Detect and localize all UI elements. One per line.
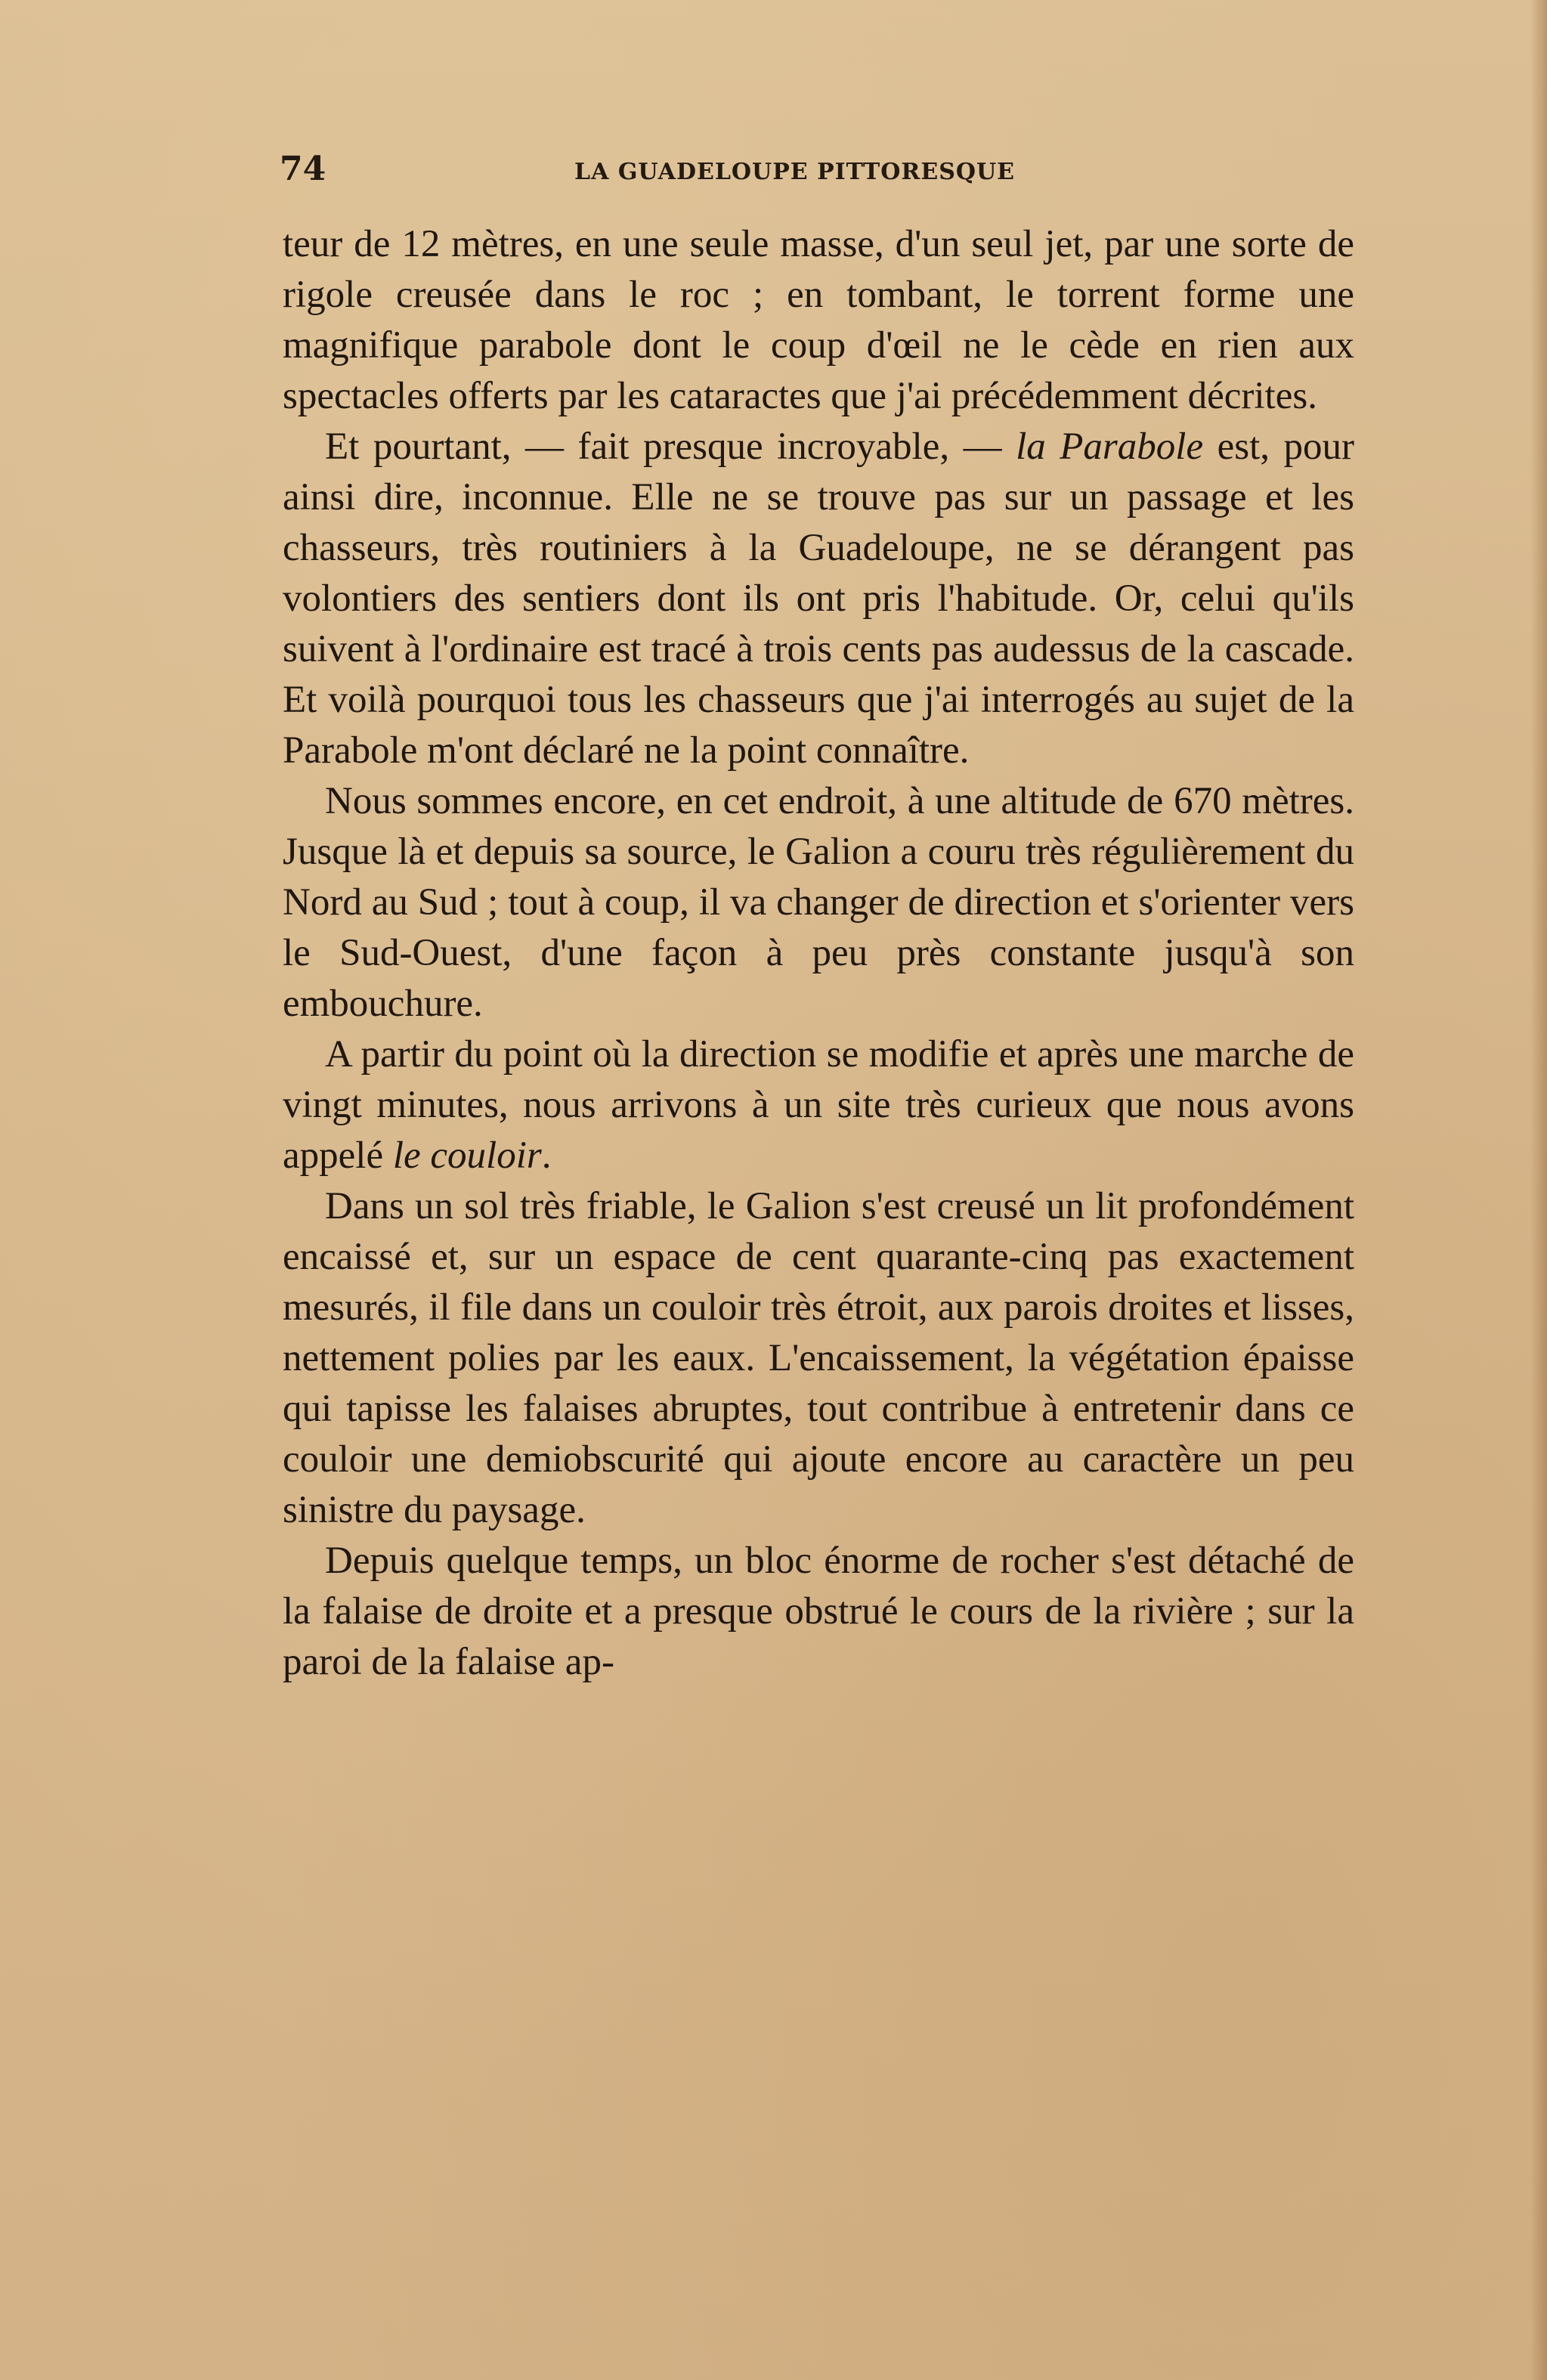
paragraph-2 [283,422,1354,776]
body-text [283,219,1354,1688]
paragraph-4-text-after: . [541,1134,552,1177]
paragraph-4-italic: le couloir [392,1134,542,1177]
paragraph-2-text-before: Et pourtant, — fait presque incroyable, — [325,426,1016,468]
paragraph-6-text: Depuis quelque temps, un bloc énorme de rocher s'est détaché de la falaise de droite et a presque obstrué le cours de la rivière ; sur la paroi de la falaise ap- [283,1540,1354,1683]
paragraph-2-italic: la Parabole [1016,426,1204,468]
paragraph-1-text: teur de 12 mètres, en une seule masse, d'un seul jet, par une sorte de rigole creusée dans le roc ; en tombant, le torrent forme une magnifique parabole dont le coup d'œil ne le cède en rien aux spectacles offerts par les cataractes que j'ai précédemment décrites. [283,223,1354,417]
paragraph-3-text: Nous sommes encore, en cet endroit, à une altitude de 670 mètres. Jusque là et depuis sa source, le Galion a couru très régulièrement du Nord au Sud ; tout à coup, il va changer de direction et s'orienter vers le Sud-Ouest, d'une façon à peu près constante jusqu'à son embouchure. [283,780,1354,1025]
paragraph-2-text-after: est, pour ainsi dire, inconnue. Elle ne se trouve pas sur un passage et les chasseurs, très routiniers à la Guadeloupe, ne se dérangent pas volontiers des sentiers dont ils ont pris l'habitude. Or, celui qu'ils suivent à l'ordinaire est tracé à trois cents pas audessus de la cascade. Et voilà pourquoi tous les chasseurs que j'ai interrogés au sujet de la Parabole m'ont déclaré ne la point connaître. [283,426,1354,772]
page-header [280,150,1353,195]
paragraph-1 [283,219,1354,422]
paragraph-4-text-before: A partir du point où la direction se modifie et après une marche de vingt minutes, nous arrivons à un site très curieux que nous avons appelé [283,1033,1354,1177]
paragraph-5 [283,1181,1354,1536]
running-title: LA GUADELOUPE PITTORESQUE [574,159,1016,185]
paragraph-6 [283,1536,1354,1688]
page-number: 74 [280,150,326,188]
page-edge-shadow [1530,0,1547,2380]
paragraph-3 [283,776,1354,1029]
paragraph-5-text: Dans un sol très friable, le Galion s'est creusé un lit profondément encaissé et, sur un espace de cent quarante-cinq pas exactement mesurés, il file dans un couloir très étroit, aux parois droites et lisses, nettement polies par les eaux. L'encaissement, la végétation épaisse qui tapisse les falaises abruptes, tout contribue à entretenir dans ce couloir une demiobscurité qui ajoute encore au caractère un peu sinistre du paysage. [283,1185,1354,1531]
paragraph-4 [283,1029,1354,1181]
